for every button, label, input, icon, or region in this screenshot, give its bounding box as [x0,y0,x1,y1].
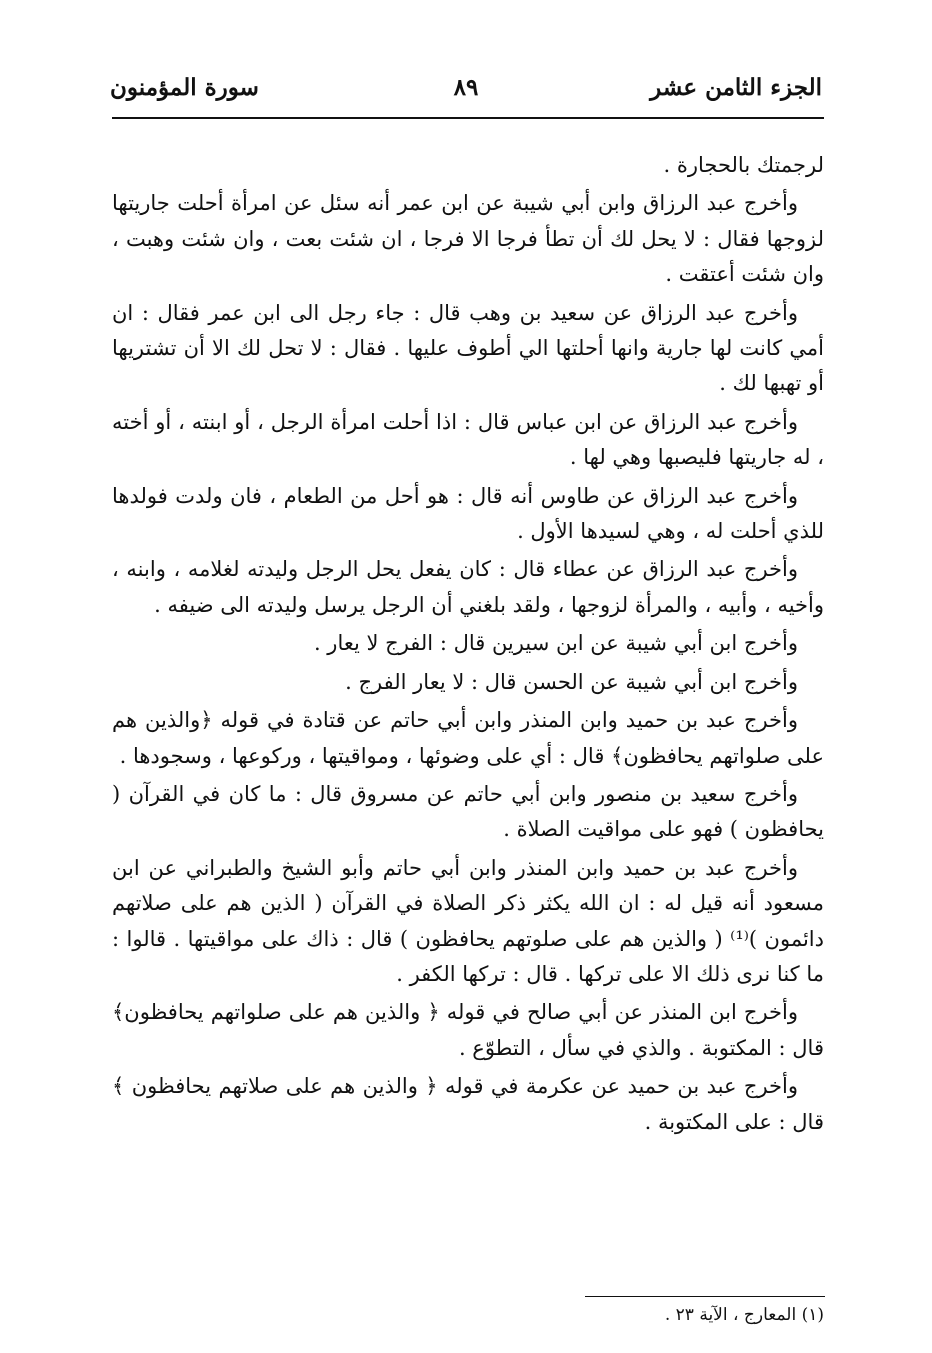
paragraph: وأخرج عبد بن حميد عن عكرمة في قوله ﴿ والذين هم على صلاتهم يحافظون ﴾ قال : على المكتوبة . [112,1074,824,1134]
paragraph: وأخرج عبد الرزاق عن عطاء قال : كان يفعل يحل الرجل وليدته لغلامه ، وابنه ، وأخيه ، وأبيه ، والمرأة لزوجها ، ولقد بلغني أن الرجل يرسل وليدته الى ضيفه . [112,557,824,617]
surah-title: سورة المؤمنون [110,74,259,101]
header-divider [112,117,824,119]
paragraph: وأخرج ابن المنذر عن أبي صالح في قوله ﴿ والذين هم على صلواتهم يحافظون﴾ قال : المكتوبة . والذي في سأل ، التطوّع . [112,1000,824,1060]
paragraph: وأخرج عبد الرزاق عن ابن عباس قال : اذا أحلت امرأة الرجل ، أو ابنته ، أو أخته ، له جاريتها فليصبها وهي لها . [112,409,824,470]
paragraph: وأخرج عبد بن حميد وابن المنذر وابن أبي حاتم وأبو الشيخ والطبراني عن ابن مسعود أنه قيل له : ان الله يكثر ذكر الصلاة في القرآن ( الذين هم على صلاتهم دائمون )⁽¹⁾ ( والذين هم على صلوتهم يحافظون ) قال : ذاك على مواقيتها . قالوا : ما كنا نرى ذلك الا على تركها . قال : تركها الكفر . [112,855,824,986]
page-number: ٨٩ [453,74,479,101]
paragraph: وأخرج ابن أبي شيبة عن الحسن قال : لا يعار الفرج . [345,669,798,694]
footnote-divider [585,1296,825,1297]
paragraph: وأخرج عبد بن حميد وابن المنذر وابن أبي حاتم عن قتادة في قوله ﴿والذين هم على صلواتهم يحافظون﴾ قال : أي على وضوئها ، ومواقيتها ، وركوعها ، وسجودها . [112,708,824,768]
paragraph: وأخرج عبد الرزاق وابن أبي شيبة عن ابن عمر أنه سئل عن امرأة أحلت جاريتها لزوجها فقال : لا يحل لك أن تطأ فرجا الا فرجا ، ان شئت بعت ، وان شئت وهبت ، وان شئت أعتقت . [112,191,824,287]
paragraph: لرجمتك بالحجارة . [663,153,824,177]
page-header [110,68,822,108]
footnote: (١) المعارج ، الآية ٢٣ . [664,1305,824,1325]
paragraph: وأخرج ابن أبي شيبة عن ابن سيرين قال : الفرج لا يعار . [313,631,798,656]
paragraph: وأخرج سعيد بن منصور وابن أبي حاتم عن مسروق قال : ما كان في القرآن ( يحافظون ) فهو على مواقيت الصلاة . [112,781,824,842]
paragraph: وأخرج عبد الرزاق عن سعيد بن وهب قال : جاء رجل الى ابن عمر فقال : ان أمي كانت لها جارية وانها أحلتها الي أطوف عليها . فقال : لا تحل لك الا أن تشتريها أو تهبها لك . [112,300,824,396]
paragraph: وأخرج عبد الرزاق عن طاوس أنه قال : هو أحل من الطعام ، فان ولدت فولدها للذي أحلت له ، وهي لسيدها الأول . [112,483,824,544]
body-text [112,148,824,1143]
part-title: الجزء الثامن عشر [650,74,822,101]
